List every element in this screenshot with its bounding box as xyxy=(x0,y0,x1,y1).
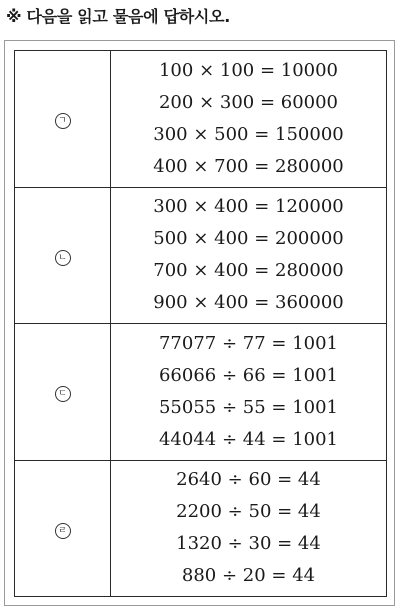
table-row xyxy=(15,324,387,461)
circled-label: ㄱ xyxy=(55,113,71,129)
equation-table xyxy=(14,50,387,597)
row-label-cell xyxy=(15,187,111,324)
circled-label: ㄴ xyxy=(55,250,71,266)
equation: 700 × 400 = 280000 xyxy=(153,260,344,282)
circled-label: ㄹ xyxy=(55,523,71,539)
row-label-cell xyxy=(15,51,111,188)
row-label-cell xyxy=(15,460,111,597)
equation: 300 × 500 = 150000 xyxy=(153,123,344,145)
equation: 880 ÷ 20 = 44 xyxy=(181,565,316,587)
equation: 300 × 400 = 120000 xyxy=(153,196,344,218)
equations-cell xyxy=(111,51,387,188)
equation: 2640 ÷ 60 = 44 xyxy=(176,469,321,491)
equation: 100 × 100 = 10000 xyxy=(158,59,339,81)
table-row xyxy=(15,460,387,597)
equation: 900 × 400 = 360000 xyxy=(153,292,344,314)
equation: 2200 ÷ 50 = 44 xyxy=(176,501,321,523)
equation: 77077 ÷ 77 = 1001 xyxy=(158,332,339,354)
problem-box xyxy=(4,40,395,606)
equation: 55055 ÷ 55 = 1001 xyxy=(158,396,339,418)
equation: 1320 ÷ 30 = 44 xyxy=(176,533,321,555)
equations-cell xyxy=(111,187,387,324)
circled-label: ㄷ xyxy=(55,386,71,402)
equation: 200 × 300 = 60000 xyxy=(158,91,339,113)
equation: 44044 ÷ 44 = 1001 xyxy=(158,428,339,450)
row-label-cell xyxy=(15,324,111,461)
table-row xyxy=(15,51,387,188)
table-row xyxy=(15,187,387,324)
equation: 400 × 700 = 280000 xyxy=(153,155,344,177)
equations-cell xyxy=(111,460,387,597)
equations-cell xyxy=(111,324,387,461)
instruction-text: ※ 다음을 읽고 물음에 답하시오. xyxy=(6,7,230,26)
equation: 66066 ÷ 66 = 1001 xyxy=(158,364,339,386)
equation: 500 × 400 = 200000 xyxy=(153,228,344,250)
